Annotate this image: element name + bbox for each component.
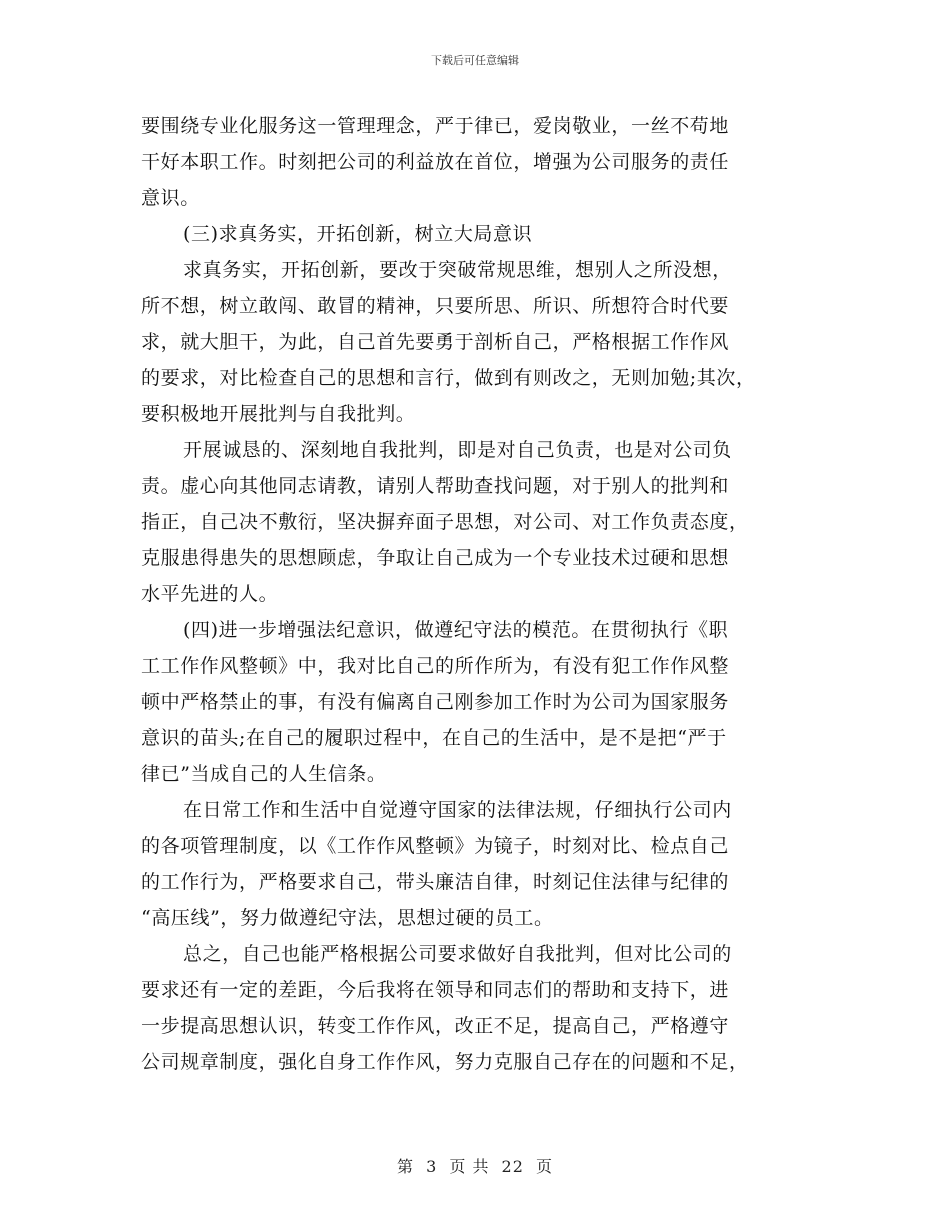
text-line: 的各项管理制度，以《工作作风整顿》为镜子，时刻对比、检点自己	[141, 835, 730, 857]
footer-total-pages: 22	[501, 1157, 524, 1176]
text-line: 要积极地开展批判与自我批判。	[141, 403, 416, 425]
text-line: 的工作行为，严格要求自己，带头廉洁自律，时刻记住法律与纪律的	[141, 871, 730, 893]
text-line: 开展诚恳的、深刻地自我批判，即是对自己负责，也是对公司负	[183, 439, 732, 461]
text-line: 求真务实，开拓创新，要改于突破常规思维，想别人之所没想，	[183, 259, 732, 281]
footer-prefix: 第	[396, 1157, 414, 1176]
text-line: 要求还有一定的差距，今后我将在领导和同志们的帮助和支持下，进	[141, 979, 730, 1001]
text-line: 责。虚心向其他同志请教，请别人帮助查找问题，对于别人的批判和	[141, 475, 730, 497]
text-line: 要围绕专业化服务这一管理理念，严于律已，爱岗敬业，一丝不苟地	[141, 115, 730, 137]
text-line: 的要求，对比检查自己的思想和言行，做到有则改之，无则加勉;其次，	[141, 367, 756, 389]
footer-current-page: 3	[426, 1157, 438, 1176]
text-line: 一步提高思想认识，转变工作作风，改正不足，提高自己，严格遵守	[141, 1015, 730, 1037]
text-line: 克服患得患失的思想顾虑，争取让自己成为一个专业技术过硬和思想	[141, 547, 730, 569]
text-line: 意识。	[141, 187, 200, 209]
text-line: 水平先进的人。	[141, 583, 279, 605]
text-line: 工工作作风整顿》中，我对比自己的所作所为，有没有犯工作作风整	[141, 655, 730, 677]
text-line: 总之，自己也能严格根据公司要求做好自我批判，但对比公司的	[183, 943, 732, 965]
text-line: 干好本职工作。时刻把公司的利益放在首位，增强为公司服务的责任	[141, 151, 730, 173]
footer-suffix: 页	[536, 1157, 554, 1176]
document-body	[141, 108, 821, 1080]
text-line: 律已”当成自己的人生信条。	[141, 763, 387, 785]
header-note: 下载后可任意编辑	[431, 54, 519, 67]
text-line: 公司规章制度，强化自身工作作风，努力克服自己存在的问题和不足，	[141, 1051, 749, 1073]
text-line: 所不想，树立敢闯、敢冒的精神，只要所思、所识、所想符合时代要	[141, 295, 730, 317]
text-line: 在日常工作和生活中自觉遵守国家的法律法规，仔细执行公司内	[183, 799, 732, 821]
text-line: 求，就大胆干，为此，自己首先要勇于剖析自己，严格根据工作作风	[141, 331, 730, 353]
text-line: “高压线”，努力做遵纪守法，思想过硬的员工。	[141, 907, 554, 929]
footer-middle: 页 共	[449, 1157, 490, 1176]
text-line: 指正，自己决不敷衍，坚决摒弃面子思想，对公司、对工作负责态度，	[141, 511, 749, 533]
text-line: 顿中严格禁止的事，有没有偏离自己刚参加工作时为公司为国家服务	[141, 691, 730, 713]
text-line: (四)进一步增强法纪意识，做遵纪守法的模范。在贯彻执行《职	[183, 619, 729, 641]
page-footer	[0, 1154, 950, 1177]
text-line: 意识的苗头;在自己的履职过程中，在自己的生活中，是不是把“严于	[141, 727, 727, 749]
text-line: (三)求真务实，开拓创新，树立大局意识	[183, 223, 533, 245]
